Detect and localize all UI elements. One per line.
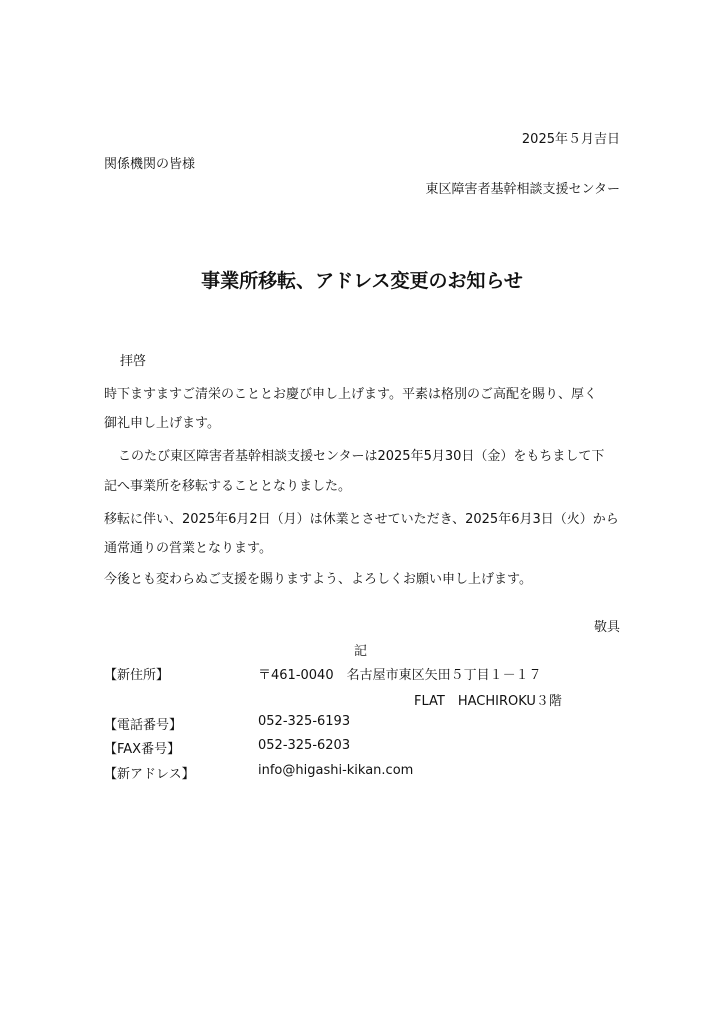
phone-value: 052-325-6193: [258, 714, 351, 729]
details-heading: 記: [354, 644, 368, 659]
body-line: 記へ事業所を移転することとなりました。: [104, 479, 352, 494]
email-value: info@higashi-kikan.com: [258, 763, 414, 778]
recipient: 関係機関の皆様: [104, 157, 196, 172]
phone-label: 【電話番号】: [104, 718, 183, 733]
body-line: 移転に伴い、2025年6月2日（月）は休業とさせていただき、2025年6月3日（火）から: [104, 512, 619, 527]
address-label: 【新住所】: [104, 668, 170, 683]
document-title: 事業所移転、アドレス変更のお知らせ: [201, 270, 523, 292]
body-line: 時下ますますご清栄のこととお慶び申し上げます。平素は格別のご高配を賜り、厚く: [104, 387, 597, 402]
closing: 敬具: [593, 620, 620, 635]
body-line: このたび東区障害者基幹相談支援センターは2025年5月30日（金）をもちまして下: [118, 449, 605, 464]
address-line-2: FLAT HACHIROKU３階: [414, 694, 562, 709]
body-line: 御礼申し上げます。: [104, 416, 220, 431]
greeting: 拝啓: [120, 354, 147, 369]
body-line: 通常通りの営業となります。: [104, 541, 272, 556]
issue-date: 2025年５月吉日: [521, 132, 620, 147]
fax-label: 【FAX番号】: [104, 742, 181, 757]
email-label: 【新アドレス】: [104, 767, 195, 782]
address-line-1: 〒461-0040 名古屋市東区矢田５丁目１－１７: [258, 668, 542, 683]
fax-value: 052-325-6203: [258, 738, 351, 753]
sender: 東区障害者基幹相談支援センター: [425, 182, 620, 197]
body-line: 今後とも変わらぬご支援を賜りますよう、よろしくお願い申し上げます。: [104, 572, 532, 587]
